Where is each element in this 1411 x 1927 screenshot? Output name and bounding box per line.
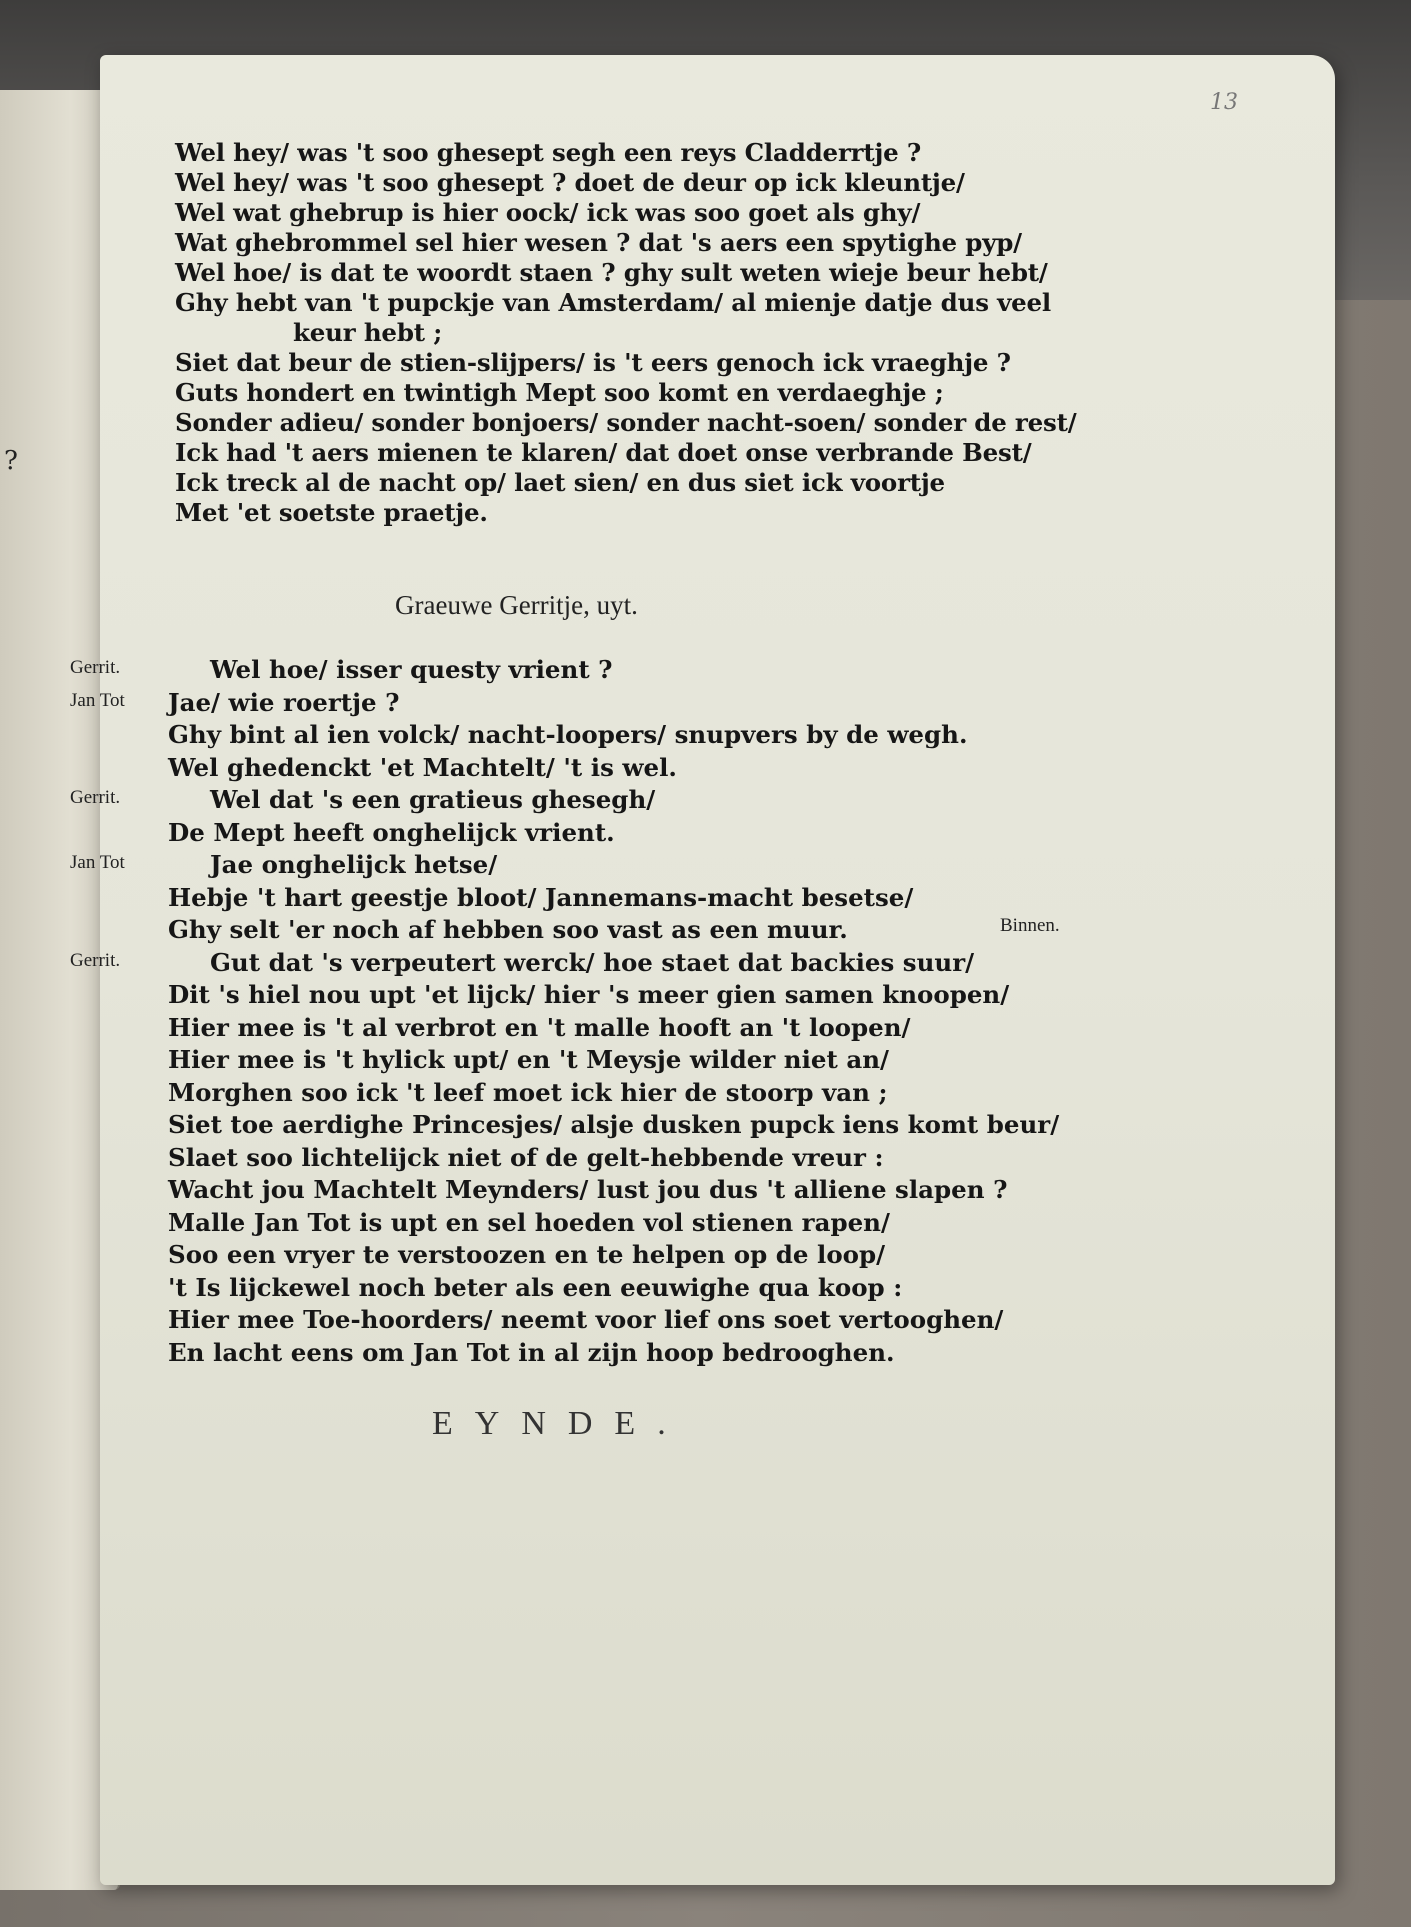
speaker-name: Gerrit. [70,657,121,678]
dialogue-text: Siet toe aerdighe Princesjes/ alsje dusken pupck iens komt beur/ [168,1110,1060,1139]
dialogue-line [70,655,1050,688]
dialogue-text: Jae onghelijck hetse/ [210,850,498,879]
dialogue-line [70,1273,1050,1306]
dialogue-line [70,948,1050,981]
dialogue-line [70,818,1050,851]
dialogue-text: Soo een vryer te verstoozen en te helpen op de loop/ [168,1240,886,1269]
dialogue-text: Morghen soo ick 't leef moet ick hier de stoorp van ; [168,1077,888,1107]
verse-line: Guts hondert en twintigh Mept soo komt en verdaeghje ; [175,378,944,407]
dialogue-line [70,1338,1050,1371]
verse-line: Wel hey/ was 't soo ghesept ? doet de deur op ick kleuntje/ [175,168,965,197]
dialogue-text: 't Is lijckewel noch beter als een eeuwighe qua koop : [168,1272,903,1302]
dialogue-text: Malle Jan Tot is upt en sel hoeden vol stienen rapen/ [168,1207,890,1237]
end-word: EYNDE. [432,1405,688,1442]
speaker-name: Jan Tot [70,852,125,873]
dialogue-text: Jae/ wie roertje ? [168,687,400,717]
dialogue-line [70,1175,1050,1208]
verse-line: Ick had 't aers mienen te klaren/ dat doet onse verbrande Best/ [175,438,1032,467]
dialogue-text: Hier mee Toe-hoorders/ neemt voor lief ons soet vertooghen/ [168,1305,1004,1334]
dialogue-text: Wel dat 's een gratieus ghesegh/ [210,785,656,814]
dialogue-line [70,1208,1050,1241]
verse-line: keur hebt ; [293,318,443,347]
verse-line: Wat ghebrommel sel hier wesen ? dat 's aers een spytighe pyp/ [175,228,1022,257]
dialogue-text: Slaet soo lichtelijck niet of de gelt-hebbende vreur : [168,1142,884,1172]
dialogue-line [70,753,1050,786]
dialogue-block [70,655,1060,1370]
dialogue-line [70,1305,1050,1338]
dialogue-text: Wel hoe/ isser questy vrient ? [210,655,613,684]
dialogue-text: Ghy bint al ien volck/ nacht-loopers/ snupvers by de wegh. [168,720,968,749]
dialogue-line [70,1013,1050,1046]
dialogue-line [70,980,1050,1013]
dialogue-line [70,720,1050,753]
dialogue-line [70,850,1050,883]
speaker-name: Gerrit. [70,949,121,971]
speaker-name: Gerrit. [70,787,121,808]
dialogue-line [70,883,1050,916]
speaker-name: Jan Tot [70,689,125,711]
dialogue-text: Ghy selt 'er noch af hebben soo vast as een muur. [168,915,848,944]
previous-page-mark: ? [4,446,18,476]
dialogue-line [70,1110,1060,1143]
dialogue-text: Hier mee is 't al verbrot en 't malle hooft an 't loopen/ [168,1012,911,1042]
verse-line: Sonder adieu/ sonder bonjoers/ sonder nacht-soen/ sonder de rest/ [175,408,1077,437]
dialogue-text: De Mept heeft onghelijck vrient. [168,817,615,847]
verse-line: Siet dat beur de stien-slijpers/ is 't eers genoch ick vraeghje ? [175,348,1011,377]
verse-line: Met 'et soetste praetje. [175,498,488,527]
dialogue-text: Hier mee is 't hylick upt/ en 't Meysje wilder niet an/ [168,1045,889,1074]
verse-line: Ick treck al de nacht op/ laet sien/ en dus siet ick voortje [175,468,945,497]
page-number: 13 [1210,90,1238,115]
dialogue-line [70,1240,1050,1273]
stage-direction: Graeuwe Gerritje, uyt. [395,590,638,620]
dialogue-text: Wacht jou Machtelt Meynders/ lust jou dus 't alliene slapen ? [168,1175,1008,1204]
dialogue-text: Hebje 't hart geestje bloot/ Jannemans-macht besetse/ [168,882,914,912]
dialogue-line [70,1045,1050,1078]
dialogue-text: Dit 's hiel nou upt 'et lijck/ hier 's meer gien samen knoopen/ [168,980,1010,1009]
dialogue-text: Wel ghedenckt 'et Machtelt/ 't is wel. [168,752,677,782]
dialogue-line [70,1143,1050,1176]
verse-line: Wel hoe/ is dat te woordt staen ? ghy sult weten wieje beur hebt/ [175,258,1048,287]
dialogue-text: Gut dat 's verpeutert werck/ hoe staet dat backies suur/ [210,947,975,977]
verse-line: Wel wat ghebrup is hier oock/ ick was soo goet als ghy/ [175,198,921,227]
verse-block [175,138,1125,528]
dialogue-line [70,915,1060,948]
verse-line: Ghy hebt van 't pupckje van Amsterdam/ al mienje datje dus veel [175,288,1052,317]
catchword: Binnen. [1000,915,1060,936]
dialogue-line [70,1078,1050,1111]
dialogue-line [70,785,1050,818]
verse-line: Wel hey/ was 't soo ghesept segh een reys Cladderrtje ? [175,138,922,167]
dialogue-line [70,688,1050,721]
dialogue-text: En lacht eens om Jan Tot in al zijn hoop bedrooghen. [168,1337,895,1367]
